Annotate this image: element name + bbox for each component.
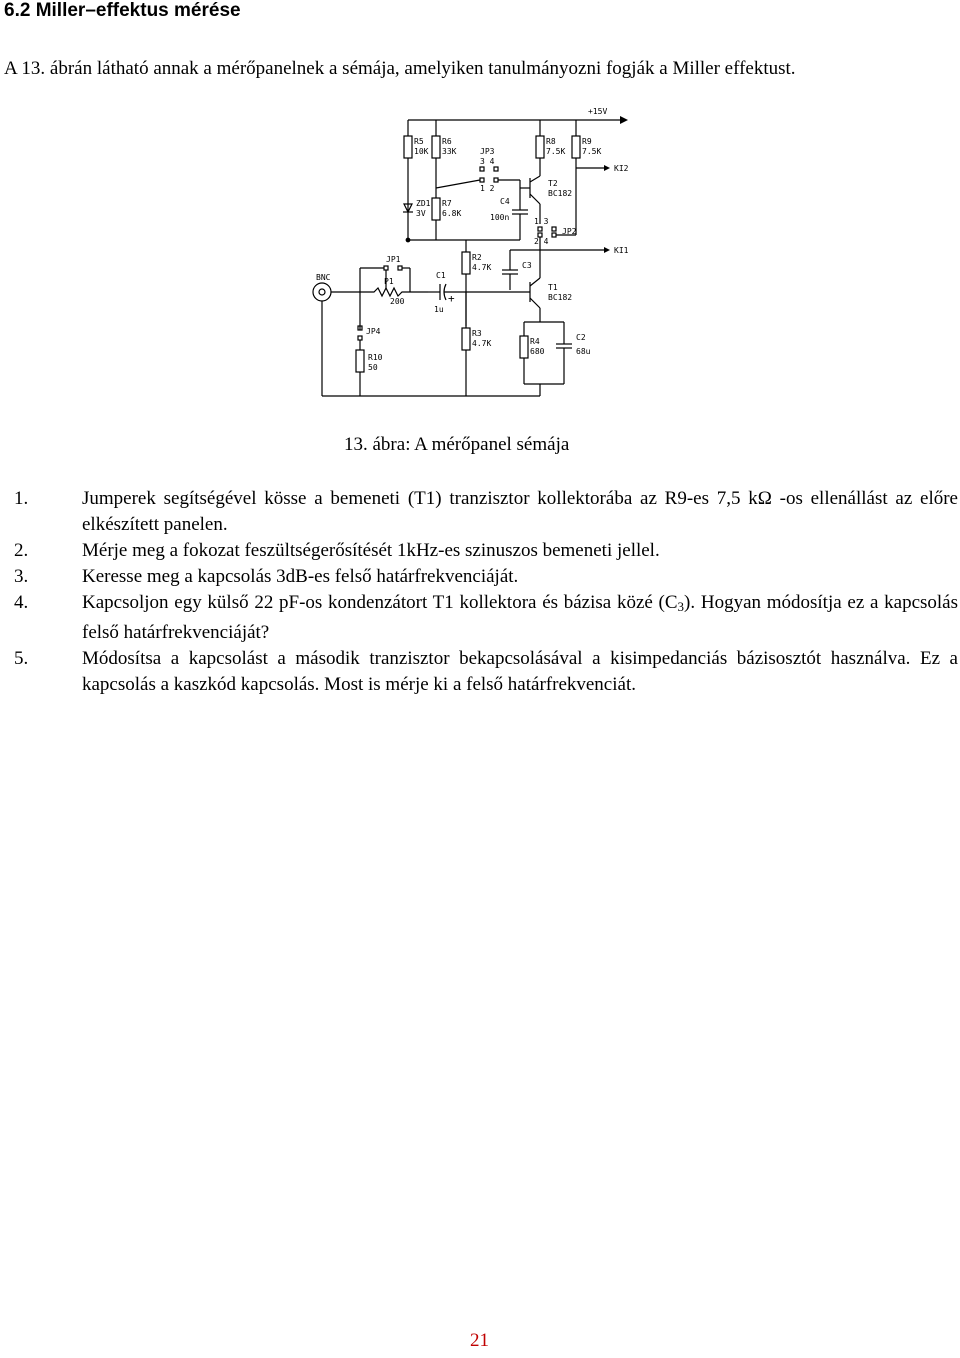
schematic-label: 2 4: [534, 237, 549, 246]
schematic-label: R10: [368, 353, 383, 362]
task-item: 3. Keresse meg a kapcsolás 3dB-es felső határfrekvenciáját.: [14, 566, 519, 587]
schematic-label: 3V: [416, 209, 426, 218]
schematic-label: 33K: [442, 147, 457, 156]
schematic-label: 10K: [414, 147, 429, 156]
schematic-label: R6: [442, 137, 452, 146]
schematic-label: 100n: [490, 213, 510, 222]
schematic-label: 1 3: [534, 217, 549, 226]
schematic-label: JP2: [562, 227, 577, 236]
schematic-label: BC182: [548, 293, 573, 302]
schematic-label: R8: [546, 137, 556, 146]
task-item: 2. Mérje meg a fokozat feszültségerősítését 1kHz-es szinuszos bemeneti jellel.: [14, 540, 660, 561]
schematic-label: R4: [530, 337, 540, 346]
schematic-label: 50: [368, 363, 378, 372]
schematic-label: +: [448, 292, 455, 305]
schematic-label: T2: [548, 179, 558, 188]
schematic-label: C4: [500, 197, 510, 206]
schematic-label: C1: [436, 271, 446, 280]
schematic-label: R9: [582, 137, 592, 146]
schematic-label: BC182: [548, 189, 573, 198]
schematic-label: C3: [522, 261, 532, 270]
task-list: [4, 486, 958, 698]
schematic-label: T1: [548, 283, 558, 292]
schematic-label: 200: [390, 297, 405, 306]
schematic-label: R5: [414, 137, 424, 146]
schematic-label: 7.5K: [546, 147, 566, 156]
schematic-label: 4.7K: [472, 339, 492, 348]
intro-paragraph: A 13. ábrán látható annak a mérőpanelnek a sémája, amelyiken tanulmányozni fogják a Miller effektust.: [4, 58, 796, 79]
schematic-label: R3: [472, 329, 482, 338]
task-item: 4. Kapcsoljon egy külső 22 pF-os kondenzátort T1 kollektora és bázisa közé $(C_3)$. Hogyan módosítja ez a kapcsolás felső határfrekvenciáját?: [14, 592, 959, 643]
miller-circuit-schematic: [300, 100, 640, 400]
schematic-label: 680: [530, 347, 545, 356]
page-number: 21: [470, 1330, 489, 1351]
schematic-label: C2: [576, 333, 586, 342]
ki2-label: KI2: [614, 164, 629, 173]
section-heading: 6.2 Miller–effektus mérése: [4, 0, 241, 21]
schematic-label: 7.5K: [582, 147, 602, 156]
task-item: 1. Jumperek segítségével kösse a bemeneti (T1) tranzisztor kollektorába az R9-es 7,5 kΩ -os ellenállást az előre elkészített panelen.: [14, 488, 958, 535]
schematic-label: JP4: [366, 327, 381, 336]
schematic-label: BNC: [316, 273, 331, 282]
schematic-label: R7: [442, 199, 452, 208]
schematic-label: 1 2: [480, 184, 495, 193]
supply-label: +15V: [588, 107, 608, 116]
schematic-label: 3 4: [480, 157, 495, 166]
figure-caption: 13. ábra: A mérőpanel sémája: [344, 434, 570, 455]
schematic-label: JP3: [480, 147, 495, 156]
schematic-label: JP1: [386, 255, 401, 264]
schematic-label: P1: [384, 277, 394, 286]
schematic-label: ZD1: [416, 199, 431, 208]
ki1-label: KI1: [614, 246, 629, 255]
schematic-label: 6.8K: [442, 209, 462, 218]
schematic-label: R2: [472, 253, 482, 262]
task-item: 5. Módosítsa a kapcsolást a második tranzisztor bekapcsolásával a kisimpedanciás bázisosztót használva. Ez a kapcsolás a kaszkód kapcsolás. Most is mérje ki a felső határfrekvenciát.: [14, 648, 958, 695]
schematic-label: 68u: [576, 347, 591, 356]
schematic-label: 1u: [434, 305, 444, 314]
schematic-label: 4.7K: [472, 263, 492, 272]
